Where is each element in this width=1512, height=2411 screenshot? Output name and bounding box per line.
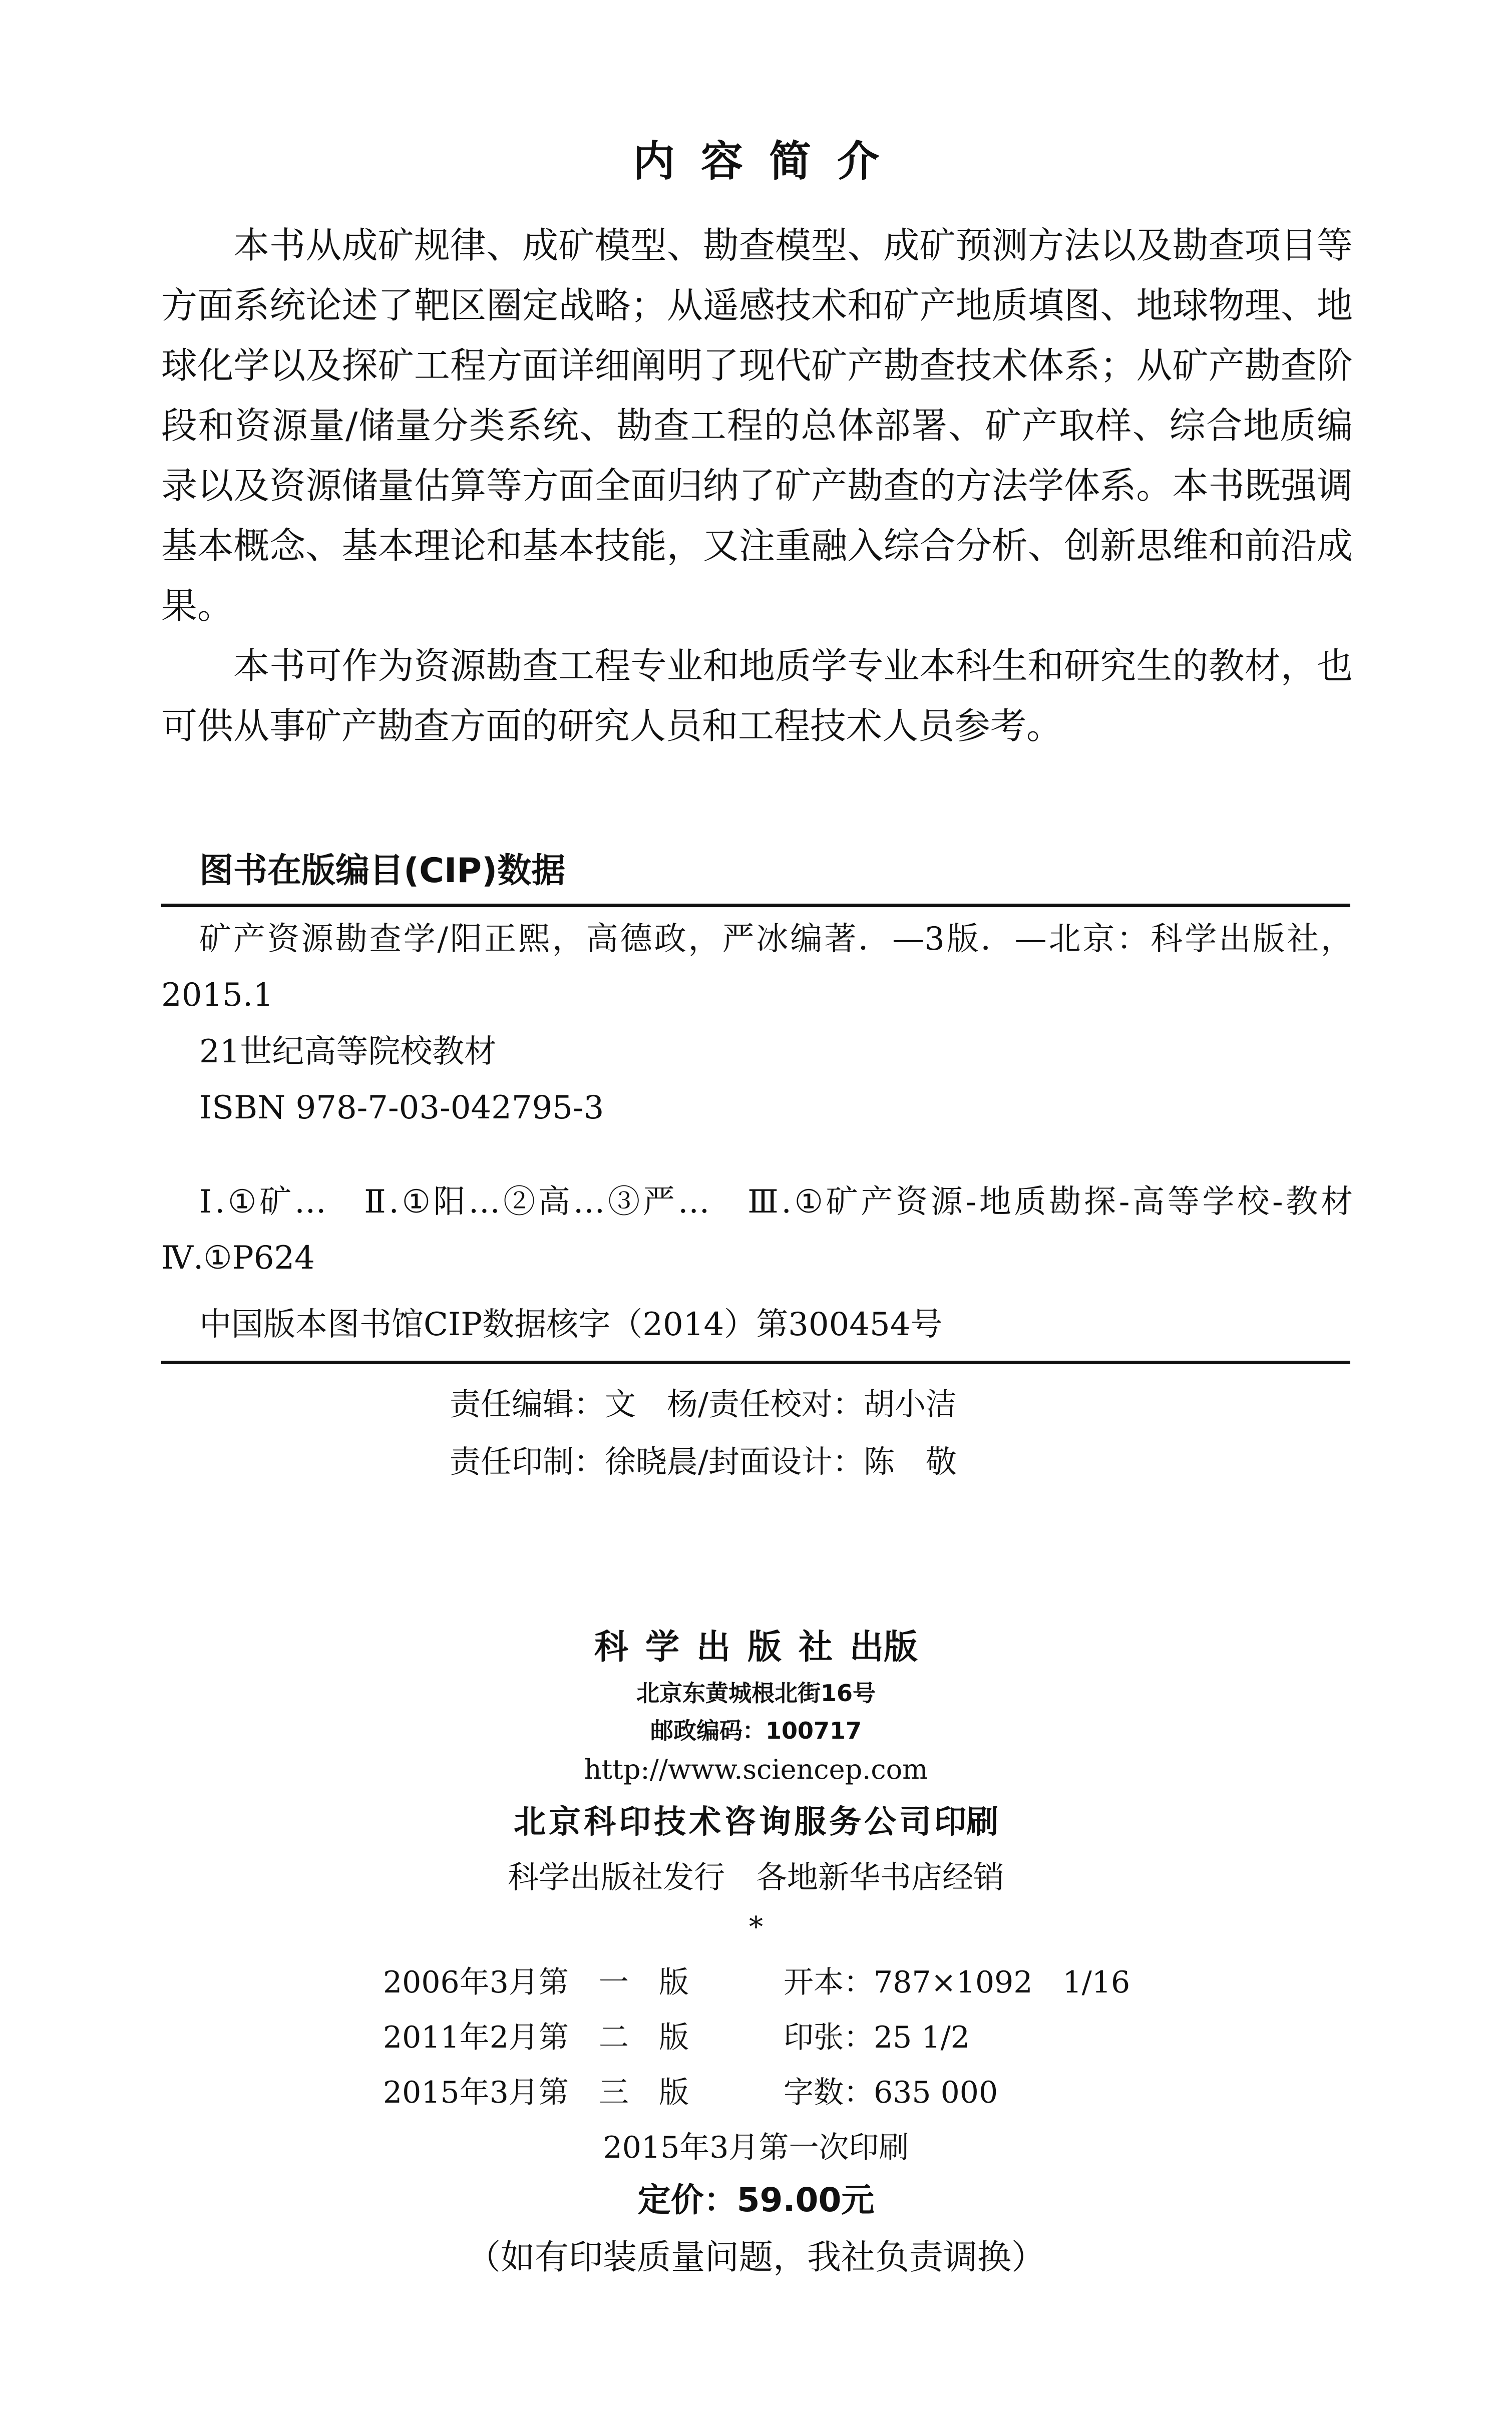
credits-editors: 责任编辑：文 杨/责任校对：胡小洁 [450, 1386, 957, 1422]
edition-date: 2011年2月第 二 版 [383, 2020, 689, 2055]
credits-production: 责任印制：徐晓晨/封面设计：陈 敬 [450, 1443, 957, 1480]
cip-isbn: ISBN 978-7-03-042795-3 [199, 1089, 604, 1126]
publisher-website: http://www.sciencep.com [584, 1754, 928, 1785]
intro-body [161, 215, 1353, 756]
cip-top-rule [161, 904, 1350, 907]
printer-line [0, 1797, 1512, 1847]
quality-notice: （如有印装质量问题，我社负责调换） [466, 2238, 1045, 2277]
edition-row [383, 2010, 1130, 2065]
intro-paragraph: 本书从成矿规律、成矿模型、勘查模型、成矿预测方法以及勘查项目等方面系统论述了靶区圈定战略；从遥感技术和矿产地质填图、地球物理、地球化学以及探矿工程方面详细阐明了现代矿产勘查技术体系；从矿产勘查阶段和资源量/储量分类系统、勘查工程的总体部署、矿产取样、综合地质编录以及资源储量估算等方面全面归纳了矿产勘查的方法学体系。本书既强调基本概念、基本理论和基本技能，又注重融入综合分析、创新思维和前沿成果。 [161, 224, 1353, 627]
printer-action: 印刷 [934, 1803, 998, 1841]
printer-name: 北京科印技术咨询服务公司 [514, 1804, 934, 1841]
edition-row [383, 2065, 1130, 2120]
publisher-name: 科学出版社 [594, 1628, 850, 1667]
edition-spec: 开本：787×1092 1/16 [784, 1965, 1130, 2000]
edition-spec: 印张：25 1/2 [784, 2020, 970, 2055]
distribution-line: 科学出版社发行 各地新华书店经销 [507, 1859, 1004, 1895]
edition-date: 2015年3月第 三 版 [383, 2075, 689, 2110]
publisher-line [0, 1622, 1512, 1673]
intro-title: 内容简介 [632, 137, 905, 186]
edition-table [383, 1955, 1130, 2120]
publisher-address: 北京东黄城根北街16号 [636, 1680, 876, 1707]
cip-approval: 中国版本图书馆CIP数据核字（2014）第300454号 [199, 1306, 943, 1343]
cip-heading: 图书在版编目(CIP)数据 [199, 851, 566, 891]
price: 定价：59.00元 [637, 2181, 875, 2219]
publisher-action: 出版 [850, 1627, 918, 1667]
cip-classification: Ⅰ.①矿… Ⅱ.①阳…②高…③严… Ⅲ.①矿产资源-地质勘探-高等学校-教材 Ⅳ.①P624 [161, 1183, 1385, 1277]
edition-spec: 字数：635 000 [784, 2075, 998, 2110]
first-printing: 2015年3月第一次印刷 [603, 2130, 909, 2165]
edition-row [383, 1955, 1130, 2010]
cip-series: 21世纪高等院校教材 [199, 1033, 497, 1070]
intro-paragraph: 本书可作为资源勘查工程专业和地质学专业本科生和研究生的教材，也可供从事矿产勘查方面的研究人员和工程技术人员参考。 [161, 645, 1353, 747]
cip-bottom-rule [161, 1361, 1350, 1364]
publisher-postcode: 邮政编码：100717 [650, 1717, 862, 1744]
edition-date: 2006年3月第 一 版 [383, 1965, 689, 2000]
cip-entry: 矿产资源勘查学/阳正熙，高德政，严冰编著．—3版．—北京：科学出版社，2015.1 [161, 921, 1353, 1014]
separator-star: * [749, 1911, 763, 1943]
